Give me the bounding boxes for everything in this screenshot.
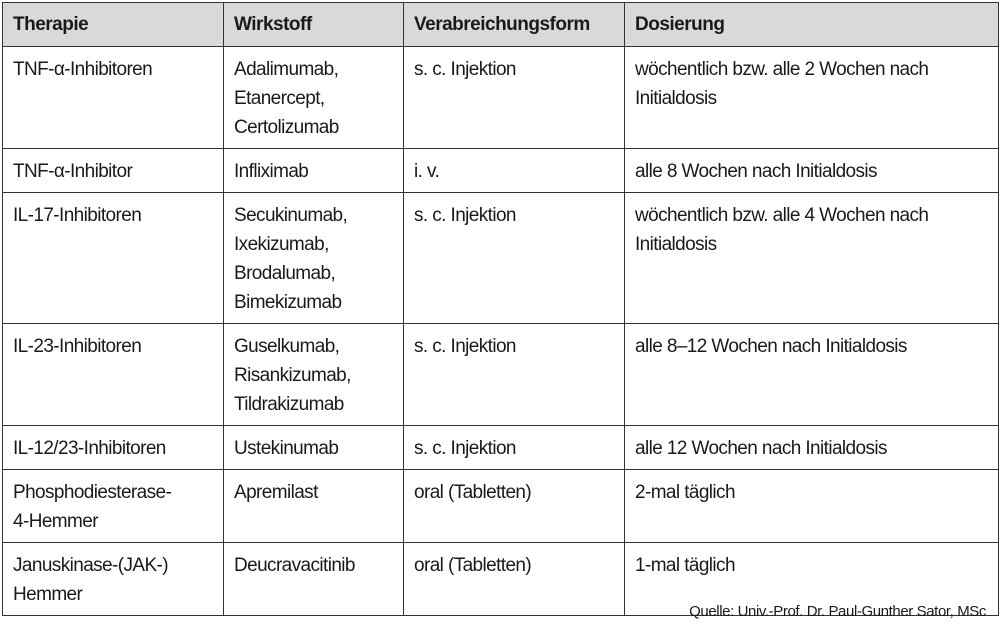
cell-verabreichungsform	[404, 470, 625, 543]
cell-dosierung-line: Initialdosis	[635, 234, 717, 255]
table-row	[3, 149, 999, 193]
cell-dosierung	[625, 193, 999, 324]
cell-verabreichungsform-line: s. c. Injektion	[414, 205, 516, 226]
cell-therapie	[3, 470, 224, 543]
cell-verabreichungsform	[404, 324, 625, 426]
cell-verabreichungsform	[404, 47, 625, 149]
cell-dosierung	[625, 149, 999, 193]
cell-wirkstoff-line: Tildrakizumab	[234, 394, 344, 415]
cell-verabreichungsform-line: s. c. Injektion	[414, 336, 516, 357]
cell-dosierung-line: wöchentlich bzw. alle 2 Wochen nach	[635, 59, 929, 80]
cell-wirkstoff-line: Adalimumab,	[234, 59, 339, 80]
cell-therapie-line: 4-Hemmer	[13, 511, 98, 532]
cell-dosierung-line: 2-mal täglich	[635, 482, 735, 503]
header-verabreichungsform: Verabreichungsform	[404, 3, 625, 47]
source-note: Quelle: Univ.-Prof. Dr. Paul-Gunther Sator, MSc	[689, 603, 986, 620]
table-row	[3, 426, 999, 470]
header-wirkstoff: Wirkstoff	[224, 3, 404, 47]
cell-dosierung	[625, 426, 999, 470]
cell-verabreichungsform-line: s. c. Injektion	[414, 59, 516, 80]
table-row	[3, 47, 999, 149]
cell-dosierung-line: wöchentlich bzw. alle 4 Wochen nach	[635, 205, 929, 226]
cell-therapie	[3, 426, 224, 470]
cell-verabreichungsform-line: i. v.	[414, 161, 440, 182]
cell-dosierung	[625, 470, 999, 543]
cell-verabreichungsform	[404, 193, 625, 324]
cell-therapie	[3, 324, 224, 426]
cell-therapie	[3, 193, 224, 324]
cell-therapie-line: IL-12/23-Inhibitoren	[13, 438, 166, 459]
cell-wirkstoff	[224, 426, 404, 470]
header-therapie: Therapie	[3, 3, 224, 47]
header-row	[3, 3, 999, 47]
cell-therapie-line: TNF-α-Inhibitoren	[13, 59, 153, 80]
header-dosierung: Dosierung	[625, 3, 999, 47]
cell-verabreichungsform-line: oral (Tabletten)	[414, 482, 532, 503]
cell-wirkstoff-line: Etanercept,	[234, 88, 325, 109]
table-row	[3, 193, 999, 324]
cell-wirkstoff-line: Apremilast	[234, 482, 318, 503]
cell-verabreichungsform-line: oral (Tabletten)	[414, 555, 532, 576]
cell-therapie-line: Phosphodiesterase-	[13, 482, 172, 503]
cell-wirkstoff-line: Secukinumab,	[234, 205, 348, 226]
cell-verabreichungsform	[404, 149, 625, 193]
cell-therapie-line: Hemmer	[13, 584, 83, 605]
cell-therapie-line: TNF-α-Inhibitor	[13, 161, 133, 182]
cell-verabreichungsform	[404, 543, 625, 616]
cell-dosierung	[625, 324, 999, 426]
cell-verabreichungsform	[404, 426, 625, 470]
table-header	[3, 3, 999, 47]
cell-dosierung-line: 1-mal täglich	[635, 555, 735, 576]
cell-wirkstoff-line: Deucravacitinib	[234, 555, 355, 576]
cell-wirkstoff-line: Bimekizumab	[234, 292, 342, 313]
cell-wirkstoff	[224, 47, 404, 149]
cell-wirkstoff-line: Ustekinumab	[234, 438, 339, 459]
cell-wirkstoff-line: Brodalumab,	[234, 263, 336, 284]
cell-wirkstoff	[224, 324, 404, 426]
cell-wirkstoff	[224, 543, 404, 616]
cell-verabreichungsform-line: s. c. Injektion	[414, 438, 516, 459]
table-row	[3, 324, 999, 426]
cell-therapie-line: Januskinase-(JAK-)	[13, 555, 168, 576]
therapy-table-container	[2, 2, 998, 616]
cell-dosierung-line: alle 12 Wochen nach Initialdosis	[635, 438, 887, 459]
cell-therapie	[3, 543, 224, 616]
therapy-table	[2, 2, 999, 616]
cell-wirkstoff-line: Ixekizumab,	[234, 234, 329, 255]
table-row	[3, 470, 999, 543]
cell-wirkstoff-line: Certolizumab	[234, 117, 339, 138]
cell-therapie-line: IL-23-Inhibitoren	[13, 336, 142, 357]
cell-wirkstoff-line: Infliximab	[234, 161, 309, 182]
cell-dosierung-line: alle 8 Wochen nach Initialdosis	[635, 161, 877, 182]
table-body	[3, 47, 999, 616]
cell-dosierung	[625, 47, 999, 149]
cell-therapie	[3, 47, 224, 149]
cell-wirkstoff	[224, 470, 404, 543]
cell-dosierung-line: alle 8–12 Wochen nach Initialdosis	[635, 336, 907, 357]
cell-therapie-line: IL-17-Inhibitoren	[13, 205, 142, 226]
cell-therapie	[3, 149, 224, 193]
cell-wirkstoff-line: Guselkumab,	[234, 336, 340, 357]
cell-wirkstoff	[224, 149, 404, 193]
cell-wirkstoff-line: Risankizumab,	[234, 365, 351, 386]
cell-dosierung-line: Initialdosis	[635, 88, 717, 109]
cell-wirkstoff	[224, 193, 404, 324]
